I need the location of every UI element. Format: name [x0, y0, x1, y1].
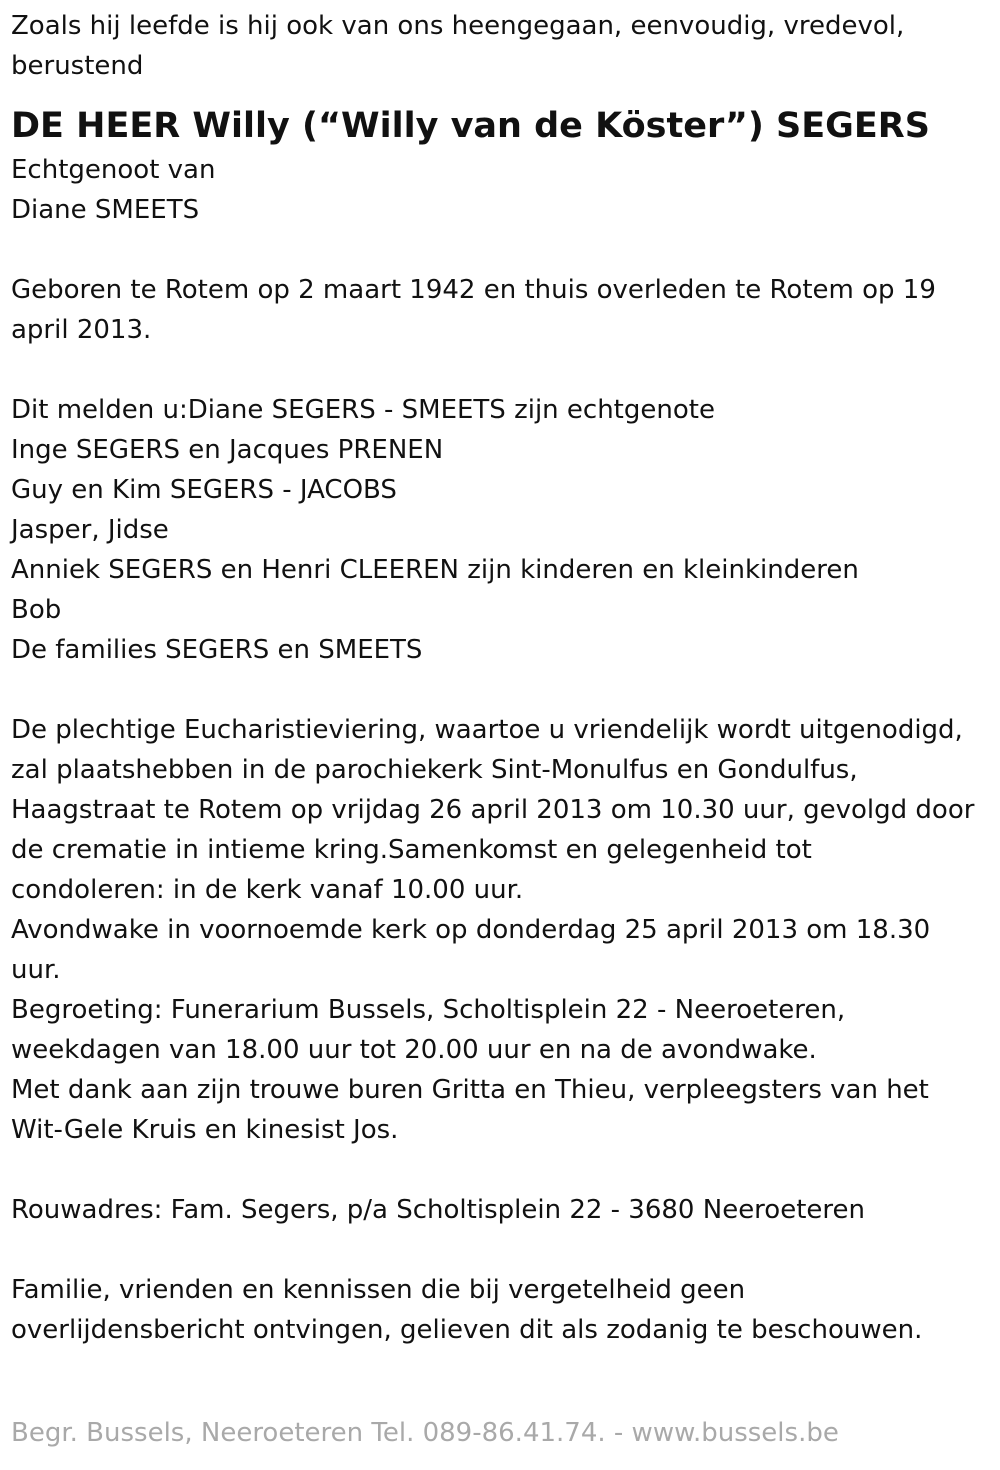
spouse-label: Echtgenoot van — [11, 155, 216, 185]
spouse-name: Diane SMEETS — [11, 195, 200, 225]
ceremony-line: zal plaatshebben in de parochiekerk Sint-Monulfus en Gondulfus, — [11, 755, 858, 785]
spacer — [11, 350, 992, 390]
spacer — [11, 1150, 992, 1190]
ceremony-line: condoleren: in de kerk vanaf 10.00 uur. — [11, 875, 524, 905]
funeral-home-footer: Begr. Bussels, Neeroeteren Tel. 089-86.41.74. - www.bussels.be — [11, 1418, 839, 1448]
announcer-line: Anniek SEGERS en Henri CLEEREN zijn kinderen en kleinkinderen — [11, 555, 859, 585]
ceremony-line: Avondwake in voornoemde kerk op donderdag 25 april 2013 om 18.30 — [11, 915, 931, 945]
announcer-line: Dit melden u:Diane SEGERS - SMEETS zijn echtgenote — [11, 395, 715, 425]
spacer — [11, 230, 992, 270]
notice-line-1: Familie, vrienden en kennissen die bij vergetelheid geen — [11, 1275, 746, 1305]
intro-line-1: Zoals hij leefde is hij ook van ons heengegaan, eenvoudig, vredevol, — [11, 11, 905, 41]
notice-line-2: overlijdensbericht ontvingen, gelieven dit als zodanig te beschouwen. — [11, 1315, 923, 1345]
spacer — [11, 670, 992, 710]
ceremony-line: Haagstraat te Rotem op vrijdag 26 april 2013 om 10.30 uur, gevolgd door — [11, 795, 975, 825]
ceremony-line: Met dank aan zijn trouwe buren Gritta en Thieu, verpleegsters van het — [11, 1075, 929, 1105]
announcer-line: De families SEGERS en SMEETS — [11, 635, 423, 665]
birth-death-line-2: april 2013. — [11, 315, 152, 345]
birth-death-line-1: Geboren te Rotem op 2 maart 1942 en thuis overleden te Rotem op 19 — [11, 275, 936, 305]
announcer-line: Jasper, Jidse — [11, 515, 169, 545]
ceremony-line: De plechtige Eucharistieviering, waartoe u vriendelijk wordt uitgenodigd, — [11, 715, 963, 745]
ceremony-line: Wit-Gele Kruis en kinesist Jos. — [11, 1115, 399, 1145]
ceremony-line: weekdagen van 18.00 uur tot 20.00 uur en na de avondwake. — [11, 1035, 817, 1065]
ceremony-line: de crematie in intieme kring.Samenkomst en gelegenheid tot — [11, 835, 812, 865]
deceased-name: DE HEER Willy (“Willy van de Köster”) SEGERS — [11, 106, 930, 146]
announcer-line: Bob — [11, 595, 62, 625]
announcer-line: Guy en Kim SEGERS - JACOBS — [11, 475, 397, 505]
announcer-line: Inge SEGERS en Jacques PRENEN — [11, 435, 444, 465]
intro-line-2: berustend — [11, 51, 144, 81]
ceremony-line: Begroeting: Funerarium Bussels, Scholtisplein 22 - Neeroeteren, — [11, 995, 846, 1025]
mourning-address: Rouwadres: Fam. Segers, p/a Scholtisplein 22 - 3680 Neeroeteren — [11, 1195, 865, 1225]
spacer — [11, 1230, 992, 1270]
ceremony-line: uur. — [11, 955, 61, 985]
